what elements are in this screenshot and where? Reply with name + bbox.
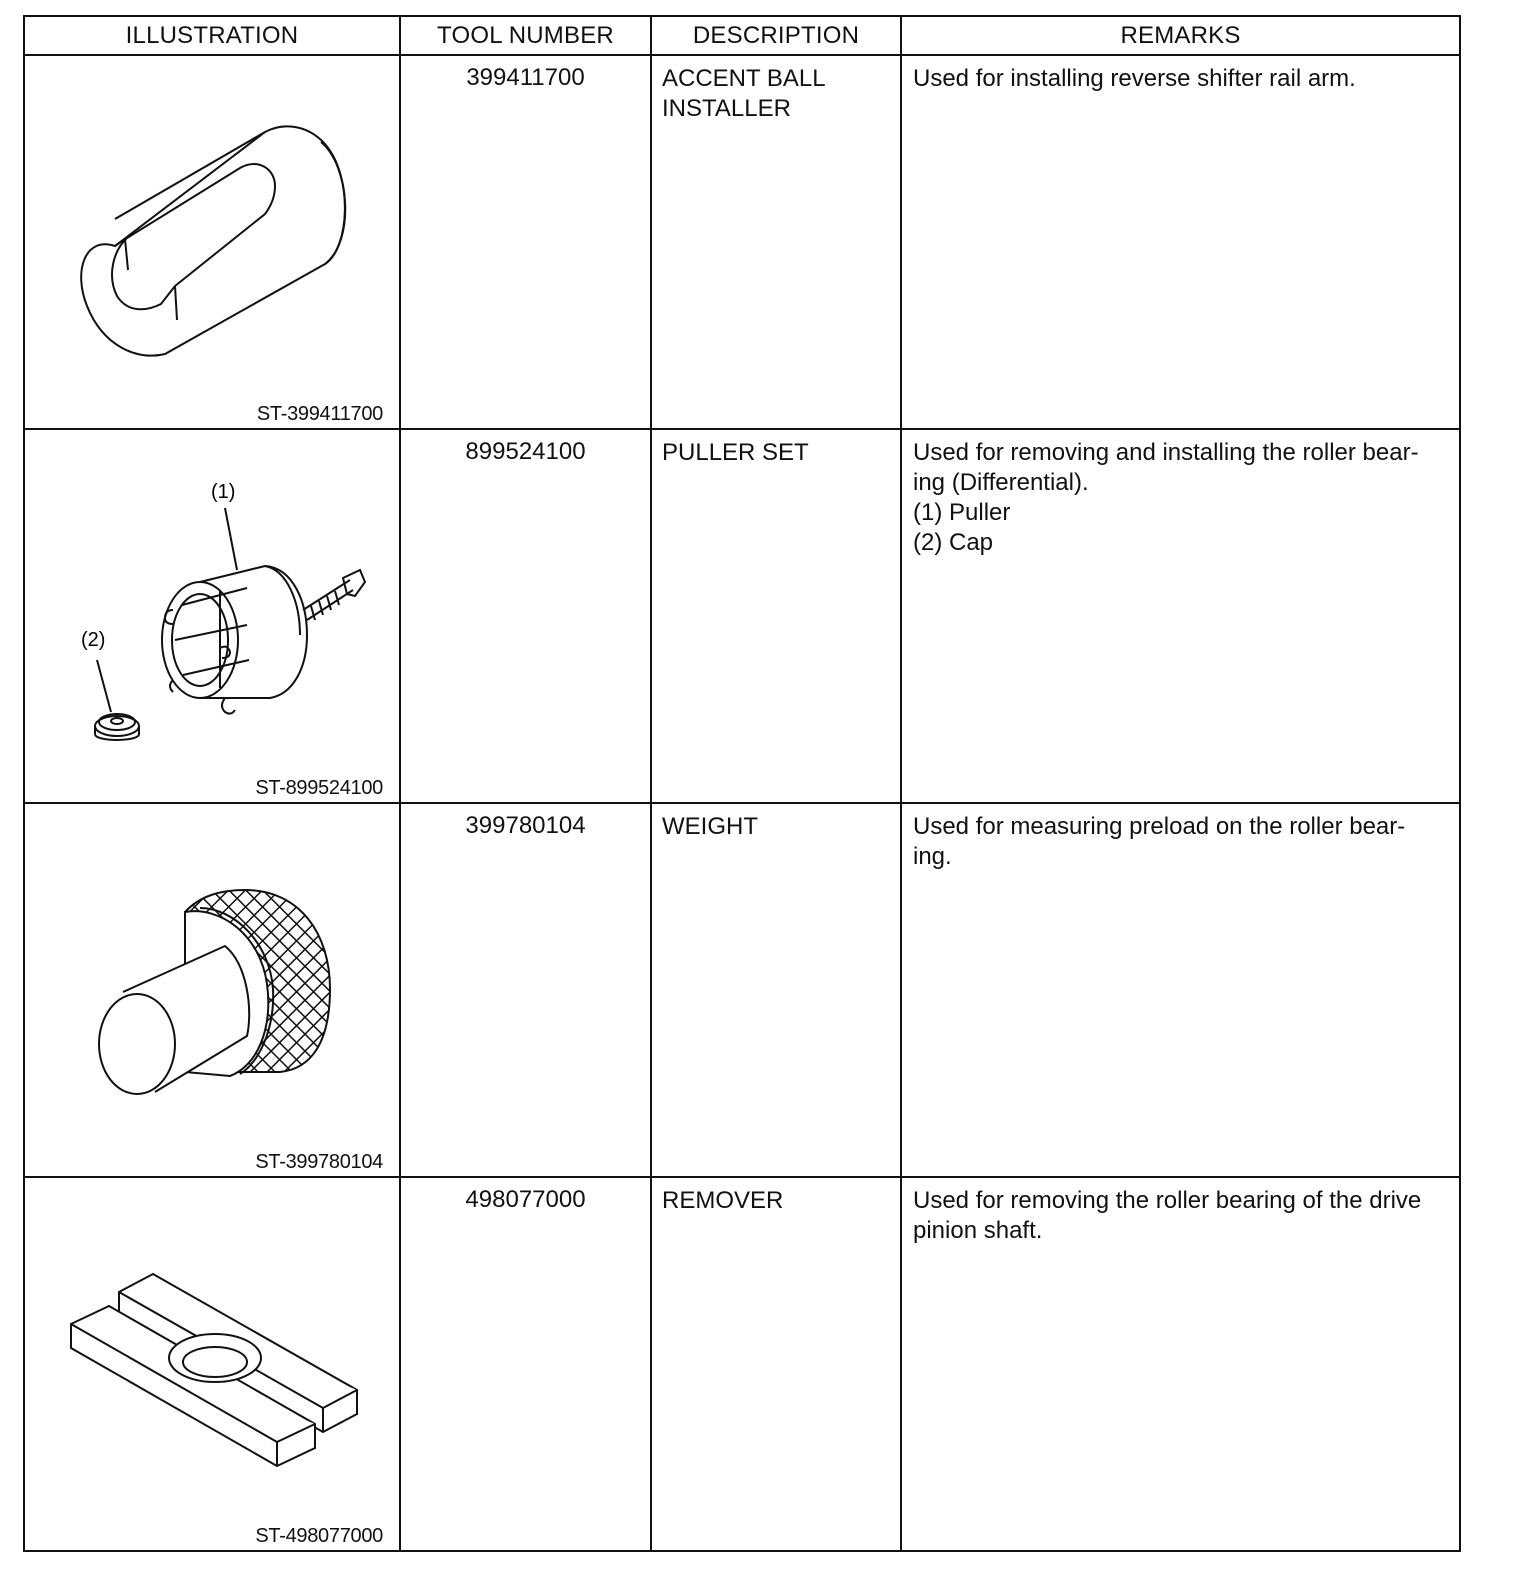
remarks <box>901 429 1460 803</box>
header-row <box>24 16 1460 55</box>
description <box>651 55 901 429</box>
weight-illustration <box>25 804 401 1168</box>
callout-1: (1) <box>211 481 236 503</box>
header-remarks: REMARKS <box>901 16 1460 55</box>
remarks <box>901 1177 1460 1551</box>
remarks-line: Used for measuring preload on the roller bear- <box>913 813 1406 840</box>
tool-number: 899524100 <box>400 429 651 803</box>
description <box>651 803 901 1177</box>
illustration-code: ST-399780104 <box>255 1151 383 1173</box>
header-illustration: ILLUSTRATION <box>24 16 400 55</box>
description-line: ACCENT BALL <box>662 65 826 92</box>
description-line: INSTALLER <box>662 95 791 122</box>
remarks-line: Used for removing the roller bearing of the drive <box>913 1187 1422 1214</box>
remarks <box>901 55 1460 429</box>
description <box>651 1177 901 1551</box>
accent-ball-installer-illustration <box>25 56 401 420</box>
description-line: REMOVER <box>662 1187 784 1214</box>
remarks-line: (1) Puller <box>913 499 1011 526</box>
remarks-line: ing. <box>913 843 952 870</box>
remarks <box>901 803 1460 1177</box>
illustration-cell <box>24 1177 400 1551</box>
tool-number: 498077000 <box>400 1177 651 1551</box>
description <box>651 429 901 803</box>
illustration-code: ST-899524100 <box>255 777 383 799</box>
illustration-code: ST-399411700 <box>256 403 383 425</box>
special-tools-table <box>23 15 1461 1552</box>
tool-number: 399411700 <box>400 55 651 429</box>
table-row <box>24 429 1460 803</box>
description-line: PULLER SET <box>662 439 809 466</box>
remover-illustration <box>25 1178 401 1542</box>
tool-number: 399780104 <box>400 803 651 1177</box>
description-line: WEIGHT <box>662 813 758 840</box>
illustration-cell <box>24 803 400 1177</box>
table-row <box>24 1177 1460 1551</box>
illustration-code: ST-498077000 <box>255 1525 383 1547</box>
header-tool-number: TOOL NUMBER <box>400 16 651 55</box>
remarks-line: pinion shaft. <box>913 1217 1043 1244</box>
remarks-line: Used for removing and installing the roller bear- <box>913 439 1419 466</box>
table-row <box>24 55 1460 429</box>
illustration-cell <box>24 429 400 803</box>
puller-set-illustration <box>25 430 401 794</box>
remarks-line: (2) Cap <box>913 529 994 556</box>
callout-2: (2) <box>81 629 106 651</box>
table-row <box>24 803 1460 1177</box>
header-description: DESCRIPTION <box>651 16 901 55</box>
remarks-line: ing (Differential). <box>913 469 1089 496</box>
illustration-cell <box>24 55 400 429</box>
remarks-line: Used for installing reverse shifter rail arm. <box>913 65 1356 92</box>
